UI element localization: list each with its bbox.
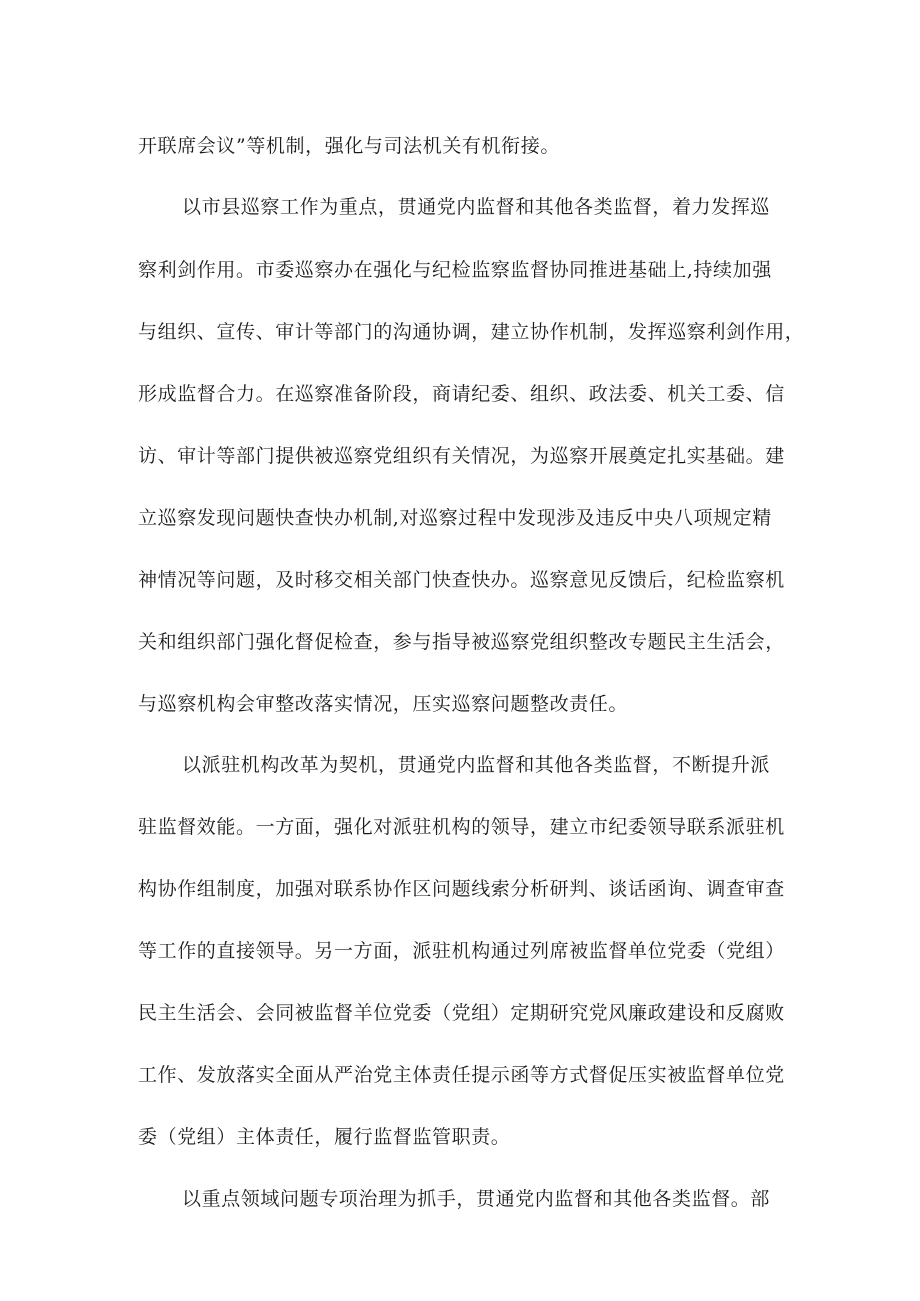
text-line: 形成监督合力。在巡察准备阶段，商请纪委、组织、政法委、机关工委、信 — [138, 383, 785, 405]
paragraph-first-line: 以派驻机构改革为契机，贯通党内监督和其他各类监督，不断提升派 — [182, 754, 771, 776]
text-line: 委（党组）主体责任，履行监督监管职责。 — [138, 1126, 511, 1148]
text-line: 关和组织部门强化督促检查，参与指导被巡察党组织整改专题民主生活会， — [138, 631, 785, 653]
text-line: 开联席会议”等机制，强化与司法机关有机衔接。 — [138, 135, 560, 157]
text-line: 与巡察机构会审整改落实情况，压实巡察问题整改责任。 — [138, 693, 629, 715]
text-line: 察利剑作用。市委巡察办在强化与纪检监察监督协同推进基础上,持续加强 — [138, 259, 772, 281]
text-line: 构协作组制度，加强对联系协作区问题线索分析研判、谈话函询、调查审查 — [138, 878, 785, 900]
text-line: 访、审计等部门提供被巡察党组织有关情况，为巡察开展奠定扎实基础。建 — [138, 445, 785, 467]
text-line: 神情况等问题，及时移交相关部门快查快办。巡察意见反馈后，纪检监察机 — [138, 569, 785, 591]
text-line: 驻监督效能。一方面，强化对派驻机构的领导，建立市纪委领导联系派驻机 — [138, 816, 785, 838]
text-line: 与组织、宣传、审计等部门的沟通协调，建立协作机制，发挥巡察利剑作用， — [138, 321, 805, 343]
paragraph-first-line: 以重点领域问题专项治理为抓手，贯通党内监督和其他各类监督。部 — [182, 1188, 771, 1210]
paragraph-first-line: 以市县巡察工作为重点，贯通党内监督和其他各类监督，着力发挥巡 — [182, 196, 771, 218]
text-line: 民主生活会、会同被监督羊位党委（党组）定期研究党风廉政建设和反腐败 — [138, 1002, 785, 1024]
text-line: 等工作的直接领导。另一方面，派驻机构通过列席被监督单位党委（党组） — [138, 940, 785, 962]
text-line: 立巡察发现问题快查快办机制,对巡察过程中发现涉及违反中央八项规定精 — [138, 507, 772, 529]
text-line: 工作、发放落实全面从严治党主体责任提示函等方式督促压实被监督单位党 — [138, 1064, 785, 1086]
